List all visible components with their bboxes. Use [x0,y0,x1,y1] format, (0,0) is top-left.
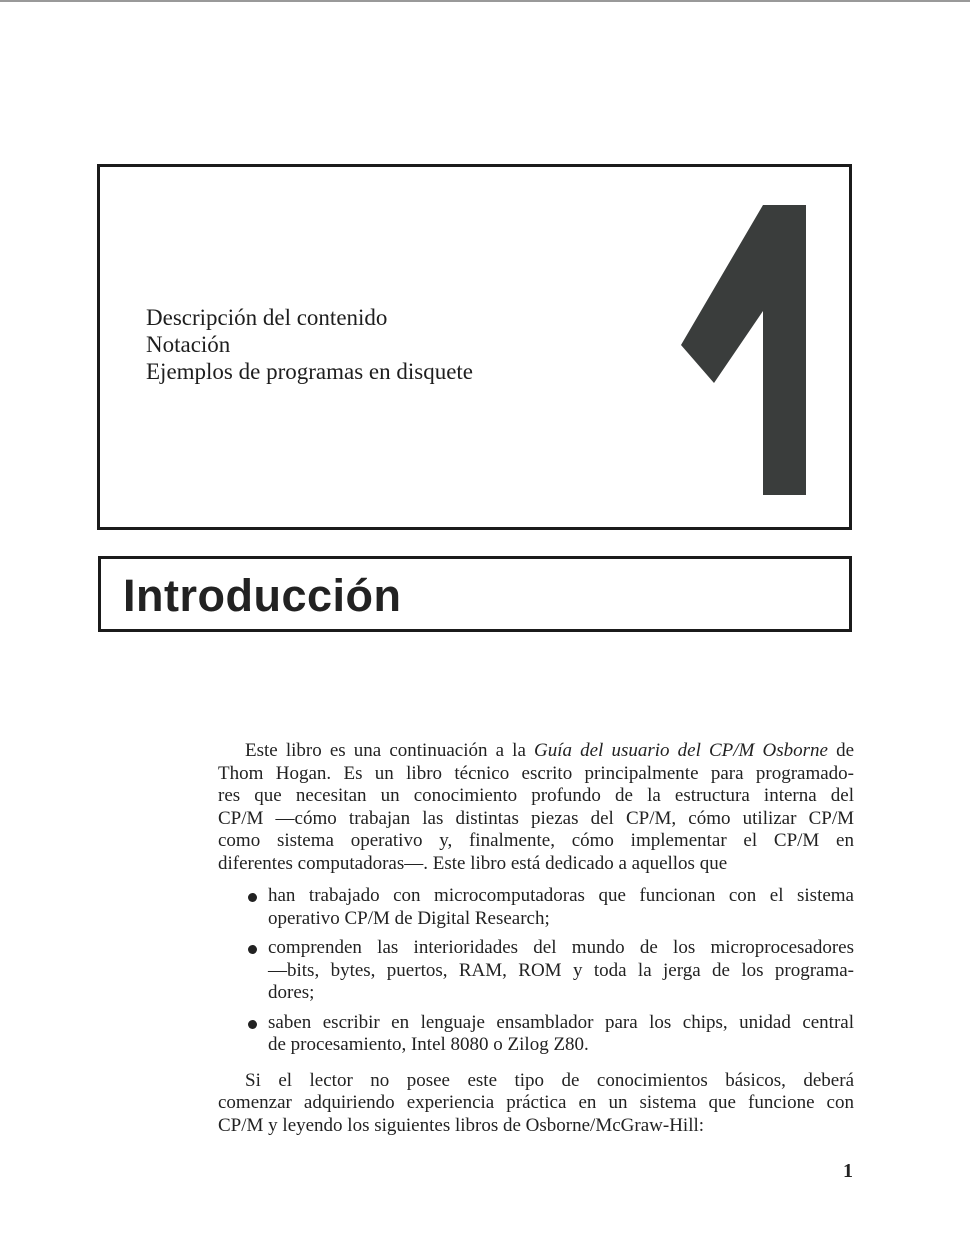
intro-line: diferentes computadoras—. Este libro está dedicado a aquellos que [218,852,728,874]
bullet-list [218,885,854,1057]
bullet-icon [248,1020,257,1029]
list-item-line: saben escribir en lenguaje ensamblador para los chips, unidad central [268,1011,854,1033]
chapter-contents-item: Descripción del contenido [146,305,388,330]
intro-text: de [836,740,854,761]
intro-line: res que necesitan un conocimiento profundo de la estructura interna del [218,785,854,806]
body-text [218,740,854,1137]
list-item [218,937,854,1005]
closing-line: CP/M y leyendo los siguientes libros de Osborne/McGraw-Hill: [218,1114,705,1136]
chapter-number-text: 1 [678,203,679,204]
list-item-text [268,1012,854,1057]
chapter-title-box [98,556,852,632]
closing-line: comenzar adquiriendo experiencia práctica en un sistema que funcione con [218,1092,854,1113]
bullet-icon [248,945,257,954]
chapter-opener-box [97,164,852,530]
page-number: 1 [843,1160,853,1182]
chapter-contents-item: Ejemplos de programas en disquete [146,359,474,384]
book-title-italic: Guía del usuario del CP/M Osborne [534,740,828,761]
intro-line: Thom Hogan. Es un libro técnico escrito principalmente para programado- [218,762,854,784]
list-item-line: de procesamiento, Intel 8080 o Zilog Z80. [268,1034,589,1055]
list-item-text [268,885,854,930]
list-item-line: han trabajado con microcomputadoras que funcionan con el sistema [268,885,854,906]
list-item [218,885,854,930]
intro-text: Este libro es una continuación a la [245,740,526,761]
list-item-line: comprenden las interioridades del mundo de los microprocesadores [268,937,854,958]
chapter-number-graphic [678,203,808,498]
closing-paragraph [218,1070,854,1138]
list-item [218,1012,854,1057]
chapter-contents-list [146,304,473,385]
list-item-text [268,937,854,1005]
list-item-line: —bits, bytes, puertos, RAM, ROM y toda la jerga de los programa- [268,959,854,981]
bullet-icon [248,893,257,902]
list-item-line: operativo CP/M de Digital Research; [268,907,550,929]
intro-line: CP/M —cómo trabajan las distintas piezas del CP/M, cómo utilizar CP/M [218,807,854,829]
closing-line: Si el lector no posee este tipo de conocimientos básicos, deberá [245,1069,854,1091]
chapter-title: Introducción [123,570,402,621]
list-item-line: dores; [268,982,315,1003]
intro-line: como sistema operativo y, finalmente, cómo implementar el CP/M en [218,830,854,851]
intro-line [218,740,854,763]
intro-paragraph [218,740,854,875]
chapter-contents-item: Notación [146,332,231,357]
chapter-number-stroke [681,205,806,495]
top-edge-rule [0,0,970,2]
